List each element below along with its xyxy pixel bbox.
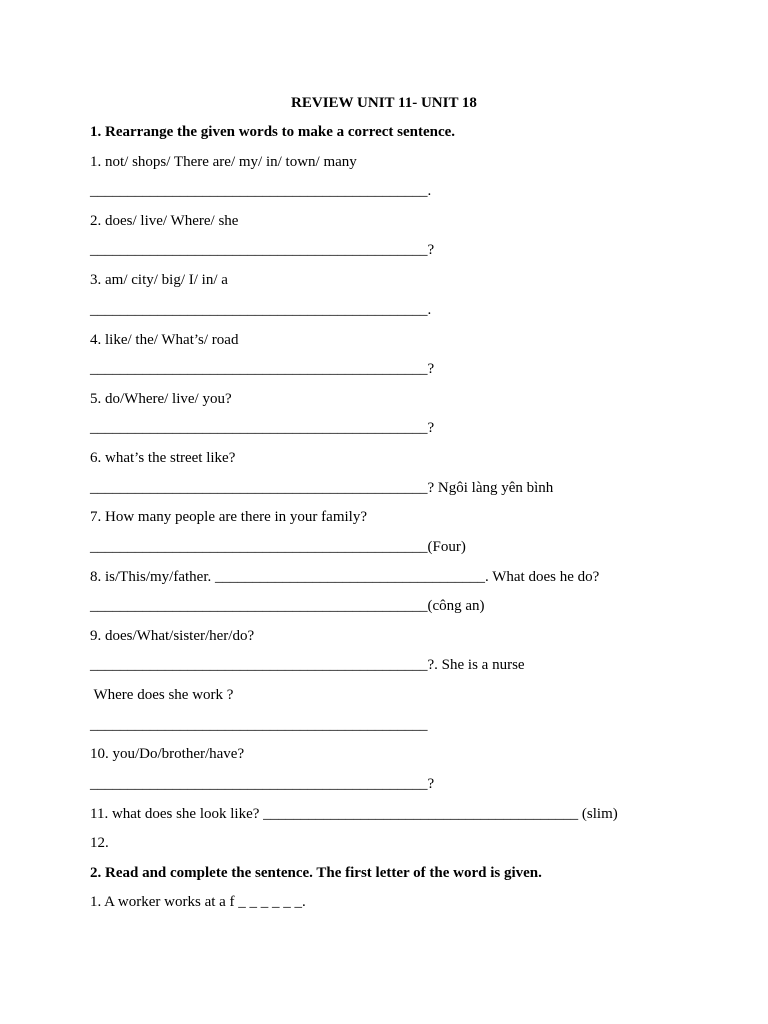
section2-question-1: 1. A worker works at a f _ _ _ _ _ _. — [90, 894, 306, 910]
question-9: 9. does/What/sister/her/do? — [90, 628, 255, 644]
question-8: 8. is/This/my/father. ____________________________________. What does he do? — [90, 569, 600, 585]
question-11: 11. what does she look like? __________________________________________ (slim) — [90, 806, 618, 822]
question-3: 3. am/ city/ big/ I/ in/ a — [90, 272, 228, 288]
answer-line-7: _____________________________________________(Four) — [90, 539, 466, 555]
question-5: 5. do/Where/ live/ you? — [90, 391, 232, 407]
question-12: 12. — [90, 835, 109, 851]
question-7: 7. How many people are there in your family? — [90, 509, 367, 525]
answer-line-8: _____________________________________________(công an) — [90, 598, 485, 614]
answer-line-3: _____________________________________________. — [90, 302, 432, 318]
page-title: REVIEW UNIT 11- UNIT 18 — [291, 95, 477, 111]
question-9b: Where does she work ? — [90, 687, 234, 703]
answer-line-9: _____________________________________________?. She is a nurse — [90, 657, 525, 673]
question-10: 10. you/Do/brother/have? — [90, 746, 245, 762]
section1-heading: 1. Rearrange the given words to make a correct sentence. — [90, 124, 456, 140]
question-4: 4. like/ the/ What’s/ road — [90, 332, 239, 348]
question-2: 2. does/ live/ Where/ she — [90, 213, 239, 229]
question-1: 1. not/ shops/ There are/ my/ in/ town/ many — [90, 154, 357, 170]
answer-line-5: _____________________________________________? — [90, 420, 435, 436]
answer-line-9b: _____________________________________________ — [90, 717, 428, 733]
answer-line-1: _____________________________________________. — [90, 183, 432, 199]
question-6: 6. what’s the street like? — [90, 450, 236, 466]
answer-line-4: _____________________________________________? — [90, 361, 435, 377]
answer-line-2: _____________________________________________? — [90, 242, 435, 258]
answer-line-10: _____________________________________________? — [90, 776, 435, 792]
section2-heading: 2. Read and complete the sentence. The first letter of the word is given. — [90, 865, 542, 881]
answer-line-6: _____________________________________________? Ngôi làng yên bình — [90, 480, 554, 496]
